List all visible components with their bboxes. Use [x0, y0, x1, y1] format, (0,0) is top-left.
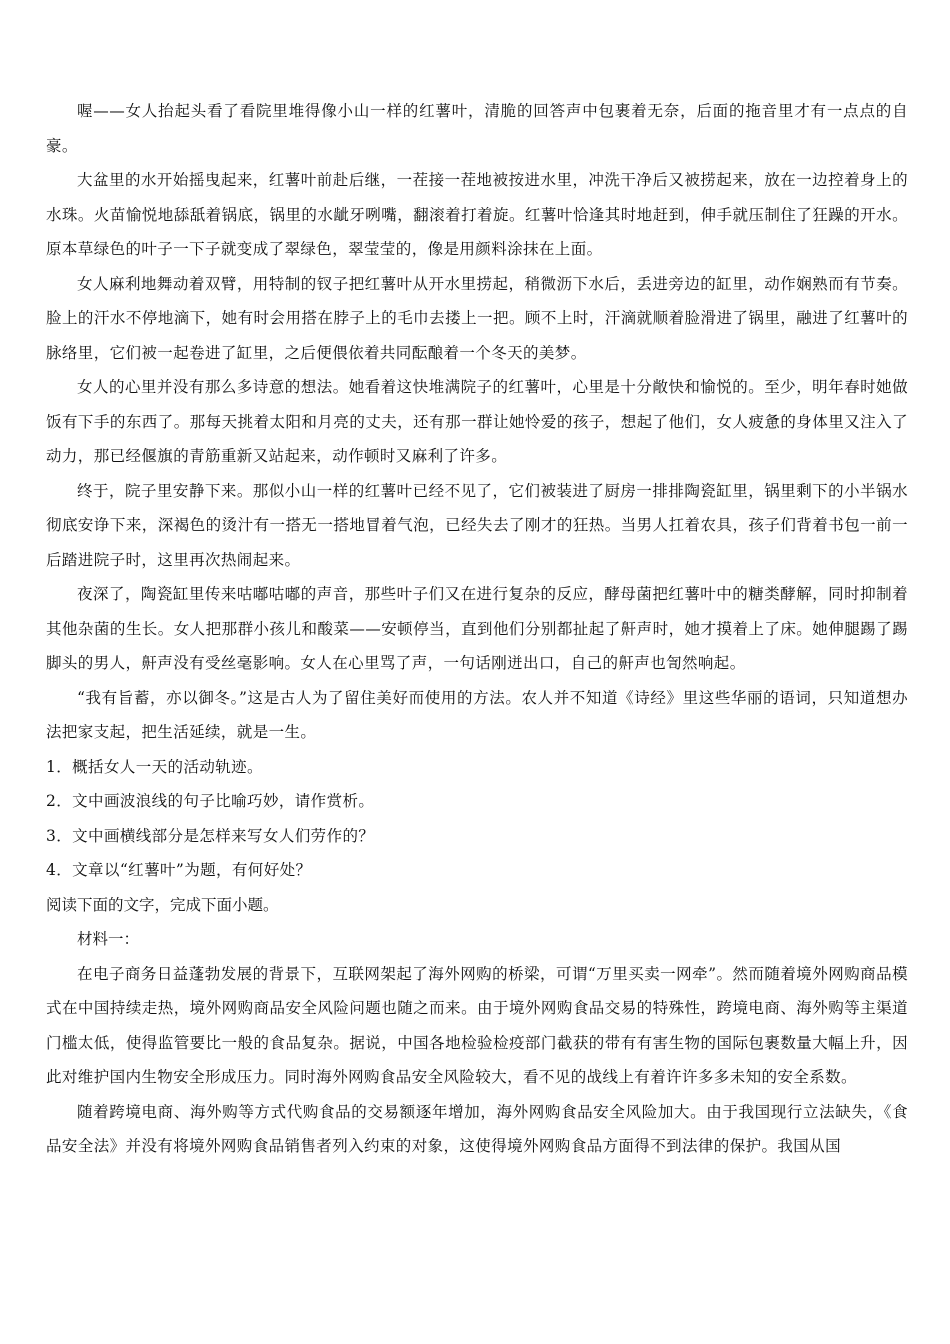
- material-paragraph-1: 在电子商务日益蓬勃发展的背景下，互联网架起了海外网购的桥梁，可谓“万里买卖一网牵”。然而随着境外网购商品模式在中国持续走热，境外网购商品安全风险问题也随之而来。由于境外网购食品交易的特殊性，跨境电商、海外购等主渠道门槛太低，使得监管要比一般的食品复杂。据说，中国各地检验检疫部门截获的带有有害生物的国际包裹数量大幅上升，因此对维护国内生物安全形成压力。同时海外网购食品安全风险较大，看不见的战线上有着许许多多未知的安全系数。: [46, 964, 908, 1086]
- story-paragraph-2: 大盆里的水开始摇曳起来，红薯叶前赴后继，一茬接一茬地被按进水里，冲洗干净后又被捞起来，放在一边控着身上的水珠。火苗愉悦地舔舐着锅底，锅里的水龇牙咧嘴，翻滚着打着旋。红薯叶恰逢其时地赶到，伸手就压制住了狂躁的开水。原本草绿色的叶子一下子就变成了翠绿色，翠莹莹的，像是用颜料涂抹在上面。: [46, 171, 908, 258]
- document-page: [46, 94, 908, 1164]
- story-paragraph-7: “我有旨蓄，亦以御冬。”这是古人为了留住美好而使用的方法。农人并不知道《诗经》里这些华丽的语词，只知道想办法把家支起，把生活延续，就是一生。: [46, 688, 908, 741]
- section-intro: 阅读下面的文字，完成下面小题。: [46, 895, 279, 914]
- material-label: 材料一：: [77, 930, 140, 948]
- material-paragraph-2: 随着跨境电商、海外购等方式代购食品的交易额逐年增加，海外网购食品安全风险加大。由于我国现行立法缺失，《食品安全法》并没有将境外网购食品销售者列入约束的对象，这使得境外网购食品方面得不到法律的保护。我国从国: [46, 1102, 908, 1155]
- story-paragraph-6: 夜深了，陶瓷缸里传来咕嘟咕嘟的声音，那些叶子们又在进行复杂的反应，酵母菌把红薯叶中的糖类酵解，同时抑制着其他杂菌的生长。女人把那群小孩儿和酸菜——安顿停当，直到他们分别都扯起了鼾声时，她才摸着上了床。她伸腿踢了踢脚头的男人，鼾声没有受丝毫影响。女人在心里骂了声，一句话刚迸出口，自己的鼾声也訇然响起。: [46, 585, 908, 672]
- question-4: 4．文章以“红薯叶”为题，有何好处？: [46, 861, 312, 879]
- story-paragraph-3: 女人麻利地舞动着双臂，用特制的钗子把红薯叶从开水里捞起，稍微沥下水后，丢进旁边的缸里，动作娴熟而有节奏。脸上的汗水不停地滴下，她有时会用搭在脖子上的毛巾去搂上一把。顾不上时，汗滴就顺着脸滑进了锅里，融进了红薯叶的脉络里，它们被一起卷进了缸里，之后便偎依着共同酝酿着一个冬天的美梦。: [46, 274, 908, 362]
- story-paragraph-5: 终于，院子里安静下来。那似小山一样的红薯叶已经不见了，它们被装进了厨房一排排陶瓷缸里，锅里剩下的小半锅水彻底安诤下来，深褐色的烫汁有一搭无一搭地冒着气泡，已经失去了刚才的狂热。当男人扛着农具，孩子们背着书包一前一后踏进院子时，这里再次热闹起来。: [46, 481, 908, 569]
- story-paragraph-1: 喔——女人抬起头看了看院里堆得像小山一样的红薯叶，清脆的回答声中包裹着无奈，后面的拖音里才有一点点的自豪。: [46, 102, 908, 155]
- question-1: 1．概括女人一天的活动轨迹。: [46, 757, 263, 776]
- question-3: 3．文中画横线部分是怎样来写女人们劳作的？: [46, 826, 375, 845]
- question-2: 2．文中画波浪线的句子比喻巧妙，请作赏析。: [46, 792, 375, 810]
- story-paragraph-4: 女人的心里并没有那么多诗意的想法。她看着这快堆满院子的红薯叶，心里是十分敞快和愉悦的。至少，明年春时她做饭有下手的东西了。那每天挑着太阳和月亮的丈夫，还有那一群让她怜爱的孩子，想起了他们，女人疲惫的身体里又注入了动力，那已经偃旗的青筋重新又站起来，动作顿时又麻利了许多。: [46, 378, 908, 465]
